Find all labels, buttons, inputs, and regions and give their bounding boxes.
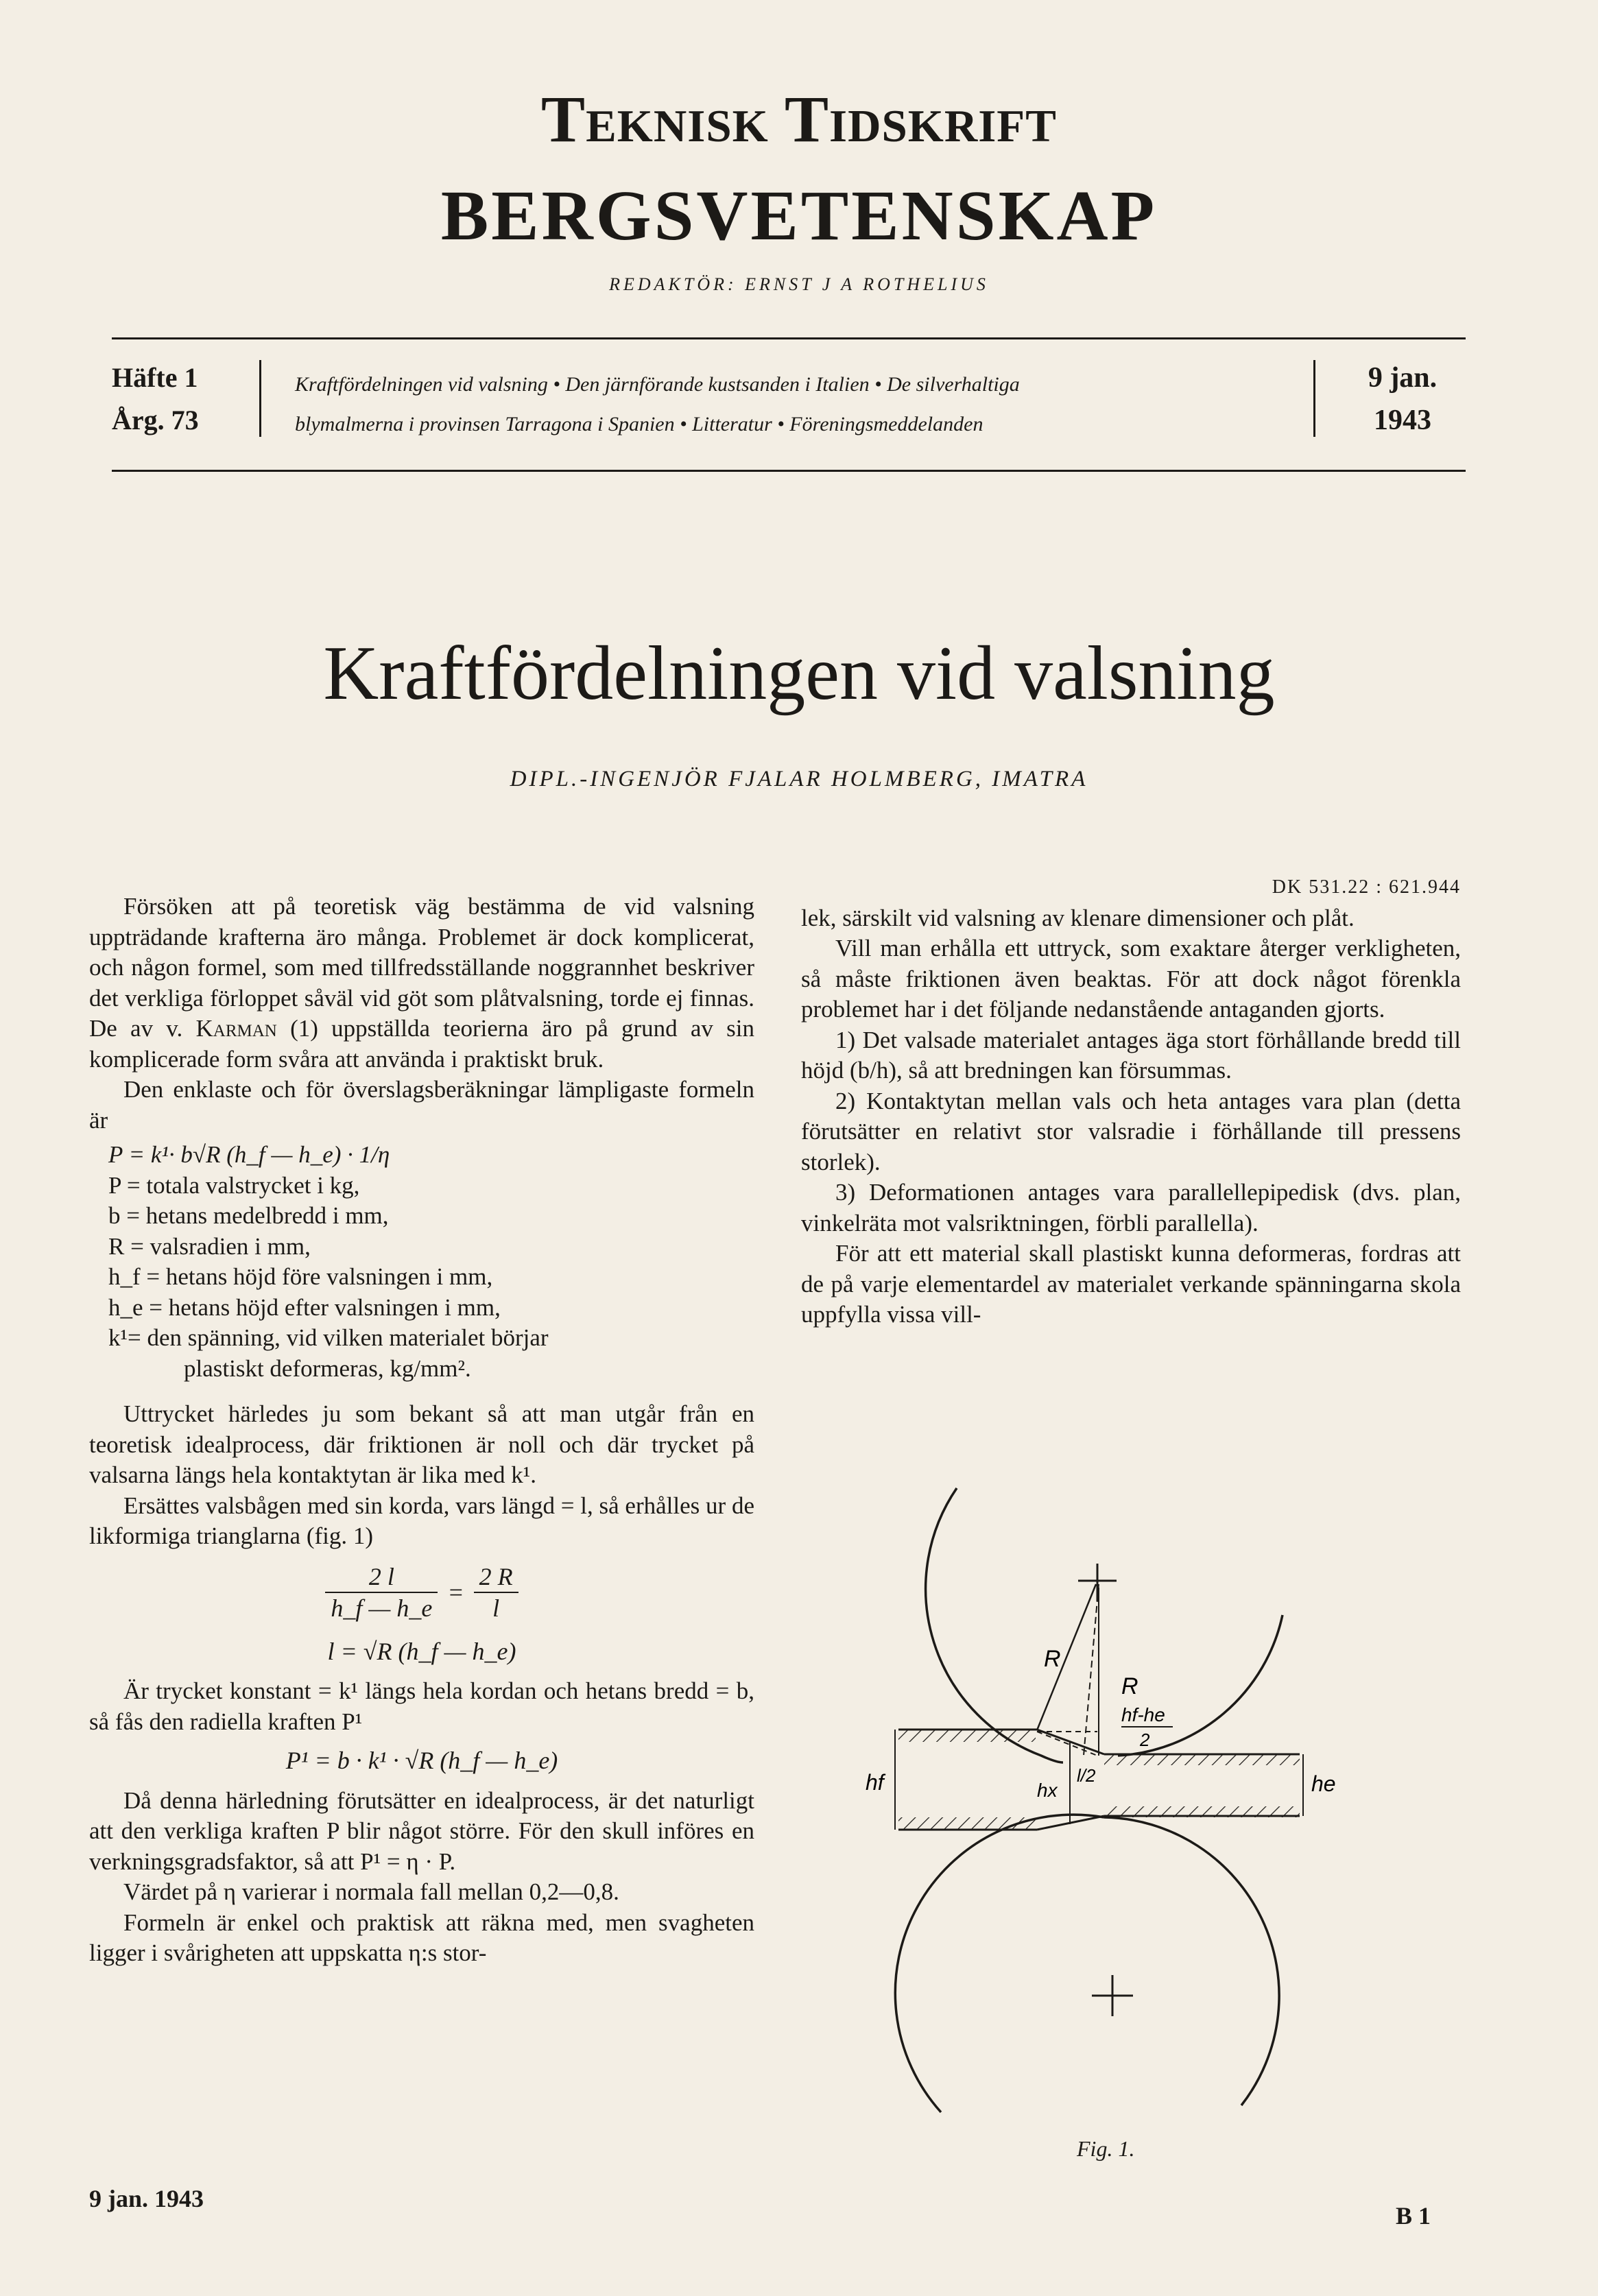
- formula-main: P = k¹· b√R (h_f — h_e) · 1/η: [108, 1141, 390, 1168]
- label-two: 2: [1140, 1730, 1150, 1750]
- definition: plastiskt deformeras, kg/mm².: [184, 1354, 471, 1382]
- lower-roll-arc-right: [1104, 1817, 1279, 2105]
- formula-chord: l = √R (h_f — h_e): [327, 1637, 516, 1665]
- paragraph: Ersättes valsbågen med sin korda, vars längd = l, så erhålles ur de likformiga trianglarna (fig. 1): [89, 1492, 754, 1549]
- issue-divider-right: [1313, 360, 1315, 437]
- lower-roll-arc-left: [895, 1815, 1104, 2112]
- label-l-half: l/2: [1077, 1765, 1096, 1786]
- figure-rolling-diagram: [857, 1468, 1336, 2153]
- issue-date-day: 9 jan.: [1368, 362, 1438, 394]
- label-hf-minus-he: hf-he: [1121, 1704, 1165, 1725]
- label-he: he: [1311, 1771, 1336, 1796]
- issue-divider-left: [259, 360, 261, 437]
- upper-roll-arc-left: [926, 1488, 1063, 1762]
- fraction: $\frac{2 R}{l}$: [474, 1562, 518, 1624]
- paragraph: Värdet på η varierar i normala fall mellan 0,2—0,8.: [123, 1878, 619, 1905]
- article-author: DIPL.-INGENJÖR FJALAR HOLMBERG, IMATRA: [510, 767, 1088, 791]
- issue-number: Häfte 1: [112, 362, 198, 393]
- footer-date: 9 jan. 1943: [89, 2185, 204, 2212]
- paragraph: 1) Det valsade materialet antages äga stort förhållande bredd till höjd (b/h), så att bredningen kan försummas.: [801, 1026, 1461, 1084]
- paragraph: 2) Kontaktytan mellan vals och heta antages vara plan (detta förutsätter en relativt stor valsradie i förhållande till pressens storlek).: [801, 1087, 1461, 1175]
- fraction: $\frac{2 l}{h\_f — h\_e}$: [325, 1562, 438, 1624]
- dk-classification: DK 531.22 : 621.944: [1272, 876, 1461, 898]
- definition: P = totala valstrycket i kg,: [108, 1171, 360, 1199]
- label-R-right: R: [1121, 1673, 1138, 1699]
- editor-line: REDAKTÖR: ERNST J A ROTHELIUS: [609, 274, 989, 294]
- left-column: [89, 892, 754, 1969]
- table-of-contents: [295, 365, 1289, 444]
- label-hx: hx: [1037, 1780, 1058, 1801]
- paragraph: lek, särskilt vid valsning av klenare dimensioner och plåt.: [801, 904, 1355, 931]
- definition: h_e = hetans höjd efter valsningen i mm,: [108, 1293, 501, 1321]
- formula-definitions: [108, 1140, 754, 1384]
- paragraph: Vill man erhålla ett uttryck, som exaktare återger verkligheten, så måste friktionen även beaktas. För att dock något förenkla problemet har i det följande nedanstående antaganden gjorts.: [801, 935, 1461, 1023]
- definition: b = hetans medelbredd i mm,: [108, 1202, 389, 1229]
- section-title: BERGSVETENSKAP: [440, 176, 1158, 255]
- formula-proportion: $\frac{2 l}{h\_f — h\_e}$ = $\frac{2 R}{l}$: [89, 1562, 754, 1624]
- footer-page-number: B 1: [1396, 2202, 1431, 2229]
- paragraph: För att ett material skall plastiskt kunna deformeras, fordras att de på varje elementardel av materialet verkande spänningarna skola uppfylla vissa vill-: [801, 1240, 1461, 1328]
- contents-line-1: Kraftfördelningen vid valsning • Den järnförande kustsanden i Italien • De silverhaltiga: [295, 373, 1020, 396]
- definition: R = valsradien i mm,: [108, 1232, 311, 1260]
- definition: h_f = hetans höjd före valsningen i mm,: [108, 1263, 493, 1290]
- label-hf: hf: [866, 1770, 884, 1795]
- right-column: [801, 872, 1461, 1330]
- masthead-bottom-rule: [112, 470, 1466, 472]
- issue-date-year: 1943: [1374, 405, 1431, 436]
- issue-info: [112, 357, 263, 442]
- definition: k¹= den spänning, vid vilken materialet börjar: [108, 1324, 549, 1351]
- paragraph: Är trycket konstant = k¹ längs hela kordan och hetans bredd = b, så fås den radiella kraften P¹: [89, 1677, 754, 1735]
- figure-caption: Fig. 1.: [1077, 2136, 1135, 2161]
- volume-number: Årg. 73: [112, 405, 199, 435]
- formula-radial-force: P¹ = b · k¹ · √R (h_f — h_e): [285, 1747, 558, 1774]
- paragraph: Försöken att på teoretisk väg bestämma de vid valsning uppträdande krafterna äro många. Problemet är dock komplicerat, och någon formel, som med tillfredsställande noggrannhet beskriver det verkliga förloppet såväl vid göt som plåtvalsning, torde ej finnas. De av v. Karman (1) uppställda teorierna äro på grund av sin komplicerade form svåra att använda i praktiskt bruk.: [89, 893, 754, 1073]
- paragraph: Den enklaste och för överslagsberäkningar lämpligaste formeln är: [89, 1076, 754, 1134]
- paragraph: Uttrycket härledes ju som bekant så att man utgår från en teoretisk idealprocess, där friktionen är noll och där trycket på valsarna längs hela kontaktytan är lika med k¹.: [89, 1400, 754, 1488]
- contents-line-2: blymalmerna i provinsen Tarragona i Spanien • Litteratur • Föreningsmeddelanden: [295, 413, 983, 435]
- label-R-left: R: [1044, 1646, 1061, 1672]
- author-name-karman: Karman: [195, 1015, 277, 1042]
- paragraph: Formeln är enkel och praktisk att räkna med, men svagheten ligger i svårigheten att uppskatta η:s stor-: [89, 1909, 754, 1966]
- journal-title: Teknisk Tidskrift: [541, 82, 1057, 156]
- article-title: Kraftfördelningen vid valsning: [323, 631, 1275, 716]
- paragraph: 3) Deformationen antages vara parallellepipedisk (dvs. plan, vinkelräta mot valsriktningen, förbli parallella).: [801, 1179, 1461, 1236]
- issue-date: [1324, 357, 1481, 442]
- paragraph: Då denna härledning förutsätter en idealprocess, är det naturligt att den verkliga kraften P blir något större. För den skull införes en verkningsgradsfaktor, så att P¹ = η · P.: [89, 1786, 754, 1875]
- masthead-top-rule: [112, 337, 1466, 339]
